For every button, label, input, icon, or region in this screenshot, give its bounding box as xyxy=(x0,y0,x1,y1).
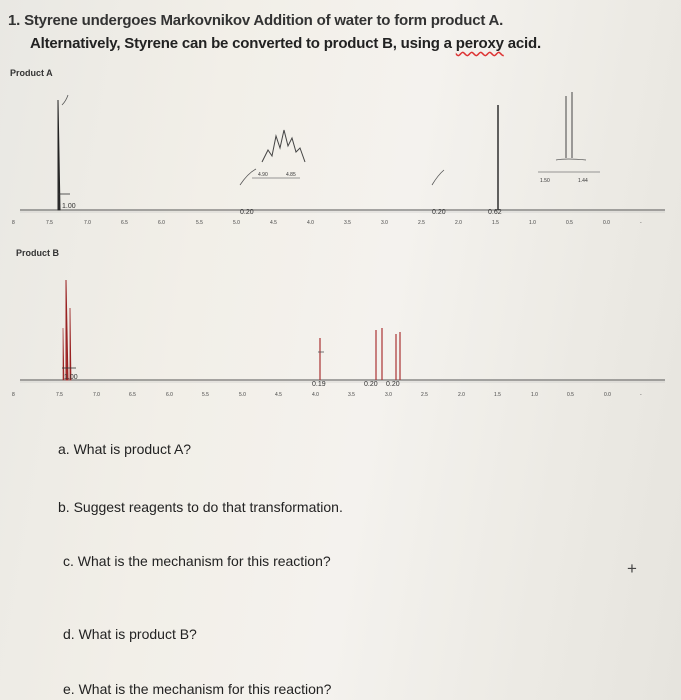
spectrum-a-tick: - xyxy=(640,220,642,226)
spectrum-b-tick: 3.0 xyxy=(385,392,392,398)
spectrum-a-tick: 2.0 xyxy=(455,220,462,226)
question-d: d. What is product B? xyxy=(63,626,197,642)
spectrum-a-tick: 0.0 xyxy=(603,220,610,226)
spectrum-a-tick: 7.0 xyxy=(84,220,91,226)
spectrum-b-tick: 3.5 xyxy=(348,392,355,398)
spectrum-a-oh-integral xyxy=(432,170,444,185)
spectrum-a-tick: 8 xyxy=(12,220,15,226)
title-line2-text: Alternatively, Styrene can be converted to product B, using a xyxy=(30,35,456,52)
spectrum-b-tick: 7.5 xyxy=(56,392,63,398)
spectrum-b-tick: 2.5 xyxy=(421,392,428,398)
nmr-spectrum-a xyxy=(0,90,681,245)
question-b: b. Suggest reagents to do that transformation. xyxy=(58,499,343,515)
spectrum-a-tick: 1.0 xyxy=(529,220,536,226)
nmr-spectrum-b xyxy=(0,268,681,413)
spectrum-a-tick: 5.0 xyxy=(233,220,240,226)
spectrum-b-integration-3: 0.20 xyxy=(364,381,378,388)
question-title-line2 xyxy=(30,35,541,52)
spectrum-a-integration-3: 0.20 xyxy=(432,209,446,216)
question-a: a. What is product A? xyxy=(58,441,192,457)
spectrum-a-tick: 0.5 xyxy=(566,220,573,226)
spectrum-b-integration-1: 1.00 xyxy=(64,374,78,381)
spectrum-a-shift-490: 4.90 xyxy=(258,172,268,178)
spectrum-b-axis-ticks xyxy=(12,392,642,398)
spectrum-b-integration-2: 0.19 xyxy=(312,381,326,388)
question-title-line1: 1. Styrene undergoes Markovnikov Addition of water to form product A. xyxy=(8,12,504,29)
spectrum-b-tick: 1.5 xyxy=(494,392,501,398)
spectrum-b-aromatic-peak-1 xyxy=(66,280,68,380)
question-c: c. What is the mechanism for this reaction? xyxy=(63,553,331,569)
spectrum-b-tick: 0.5 xyxy=(567,392,574,398)
spectrum-b-tick: 8 xyxy=(12,392,15,398)
spectrum-b-tick: 5.5 xyxy=(202,392,209,398)
title-line2-end: acid. xyxy=(503,35,541,52)
question-e: e. What is the mechanism for this reaction? xyxy=(63,681,332,697)
spectrum-a-shift-144: 1.44 xyxy=(578,178,588,184)
spectrum-a-tick: 6.0 xyxy=(158,220,165,226)
spectrum-a-aromatic-peak xyxy=(58,100,60,210)
spectrum-b-integration-4: 0.20 xyxy=(386,381,400,388)
spectrum-a-tick: 2.5 xyxy=(418,220,425,226)
plus-icon[interactable]: + xyxy=(627,559,637,578)
product-b-label: Product B xyxy=(16,248,60,258)
spectrum-a-integration-1: 1.00 xyxy=(62,203,76,210)
spectrum-b-tick: 5.0 xyxy=(239,392,246,398)
spectrum-b-tick: 7.0 xyxy=(93,392,100,398)
spectrum-a-tick: 3.5 xyxy=(344,220,351,226)
spectrum-b-aromatic-peak-3 xyxy=(63,328,64,380)
spectrum-a-quartet-peak xyxy=(262,130,305,162)
spectrum-a-quartet-integral xyxy=(240,169,256,185)
spectrum-b-tick: 4.5 xyxy=(275,392,282,398)
spectrum-a-tick: 6.5 xyxy=(121,220,128,226)
spectrum-a-tick: 4.0 xyxy=(307,220,314,226)
spectrum-a-aromatic-integral xyxy=(62,95,68,105)
product-a-label: Product A xyxy=(10,68,53,78)
spectrum-b-tick: 4.0 xyxy=(312,392,319,398)
spectrum-a-axis-ticks xyxy=(12,220,642,226)
spectrum-b-aromatic-peak-2 xyxy=(70,308,71,380)
spectrum-a-tick: 4.5 xyxy=(270,220,277,226)
spectrum-a-tick: 7.5 xyxy=(46,220,53,226)
spectrum-a-tick: 1.5 xyxy=(492,220,499,226)
spectrum-b-tick: 6.5 xyxy=(129,392,136,398)
spectrum-b-tick: 0.0 xyxy=(604,392,611,398)
spectrum-a-doublet-integral xyxy=(556,159,586,160)
spectrum-a-tick: 5.5 xyxy=(196,220,203,226)
peroxy-word: peroxy xyxy=(455,35,504,52)
spectrum-b-tick: - xyxy=(640,392,642,398)
spectrum-b-tick: 6.0 xyxy=(166,392,173,398)
spectrum-b-tick: 1.0 xyxy=(531,392,538,398)
spectrum-a-shift-485: 4.85 xyxy=(286,172,296,178)
spectrum-a-integration-2: 0.20 xyxy=(240,209,254,216)
spectrum-a-shift-150: 1.50 xyxy=(540,178,550,184)
spectrum-a-integration-4: 0.62 xyxy=(488,209,502,216)
spectrum-b-tick: 2.0 xyxy=(458,392,465,398)
spectrum-a-tick: 3.0 xyxy=(381,220,388,226)
